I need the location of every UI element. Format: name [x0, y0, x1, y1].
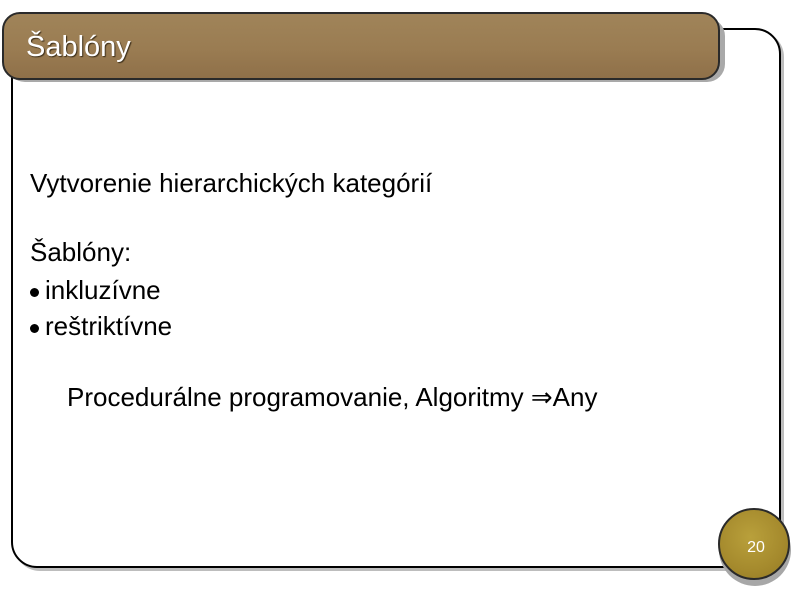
bullet-icon — [30, 324, 39, 333]
list-item — [30, 275, 161, 305]
slide-subtitle: Vytvorenie hierarchických kategórií — [30, 168, 433, 198]
list-item — [30, 311, 172, 341]
page-number: 20 — [747, 539, 765, 556]
slide-title: Šablóny — [26, 31, 131, 63]
list-item-label: inkluzívne — [45, 275, 161, 305]
list-item-label: reštriktívne — [45, 311, 173, 341]
procedural-note: Procedurálne programovanie, Algoritmy ⇒Any — [67, 382, 598, 412]
bullet-icon — [30, 288, 39, 297]
list-heading: Šablóny: — [30, 237, 132, 267]
